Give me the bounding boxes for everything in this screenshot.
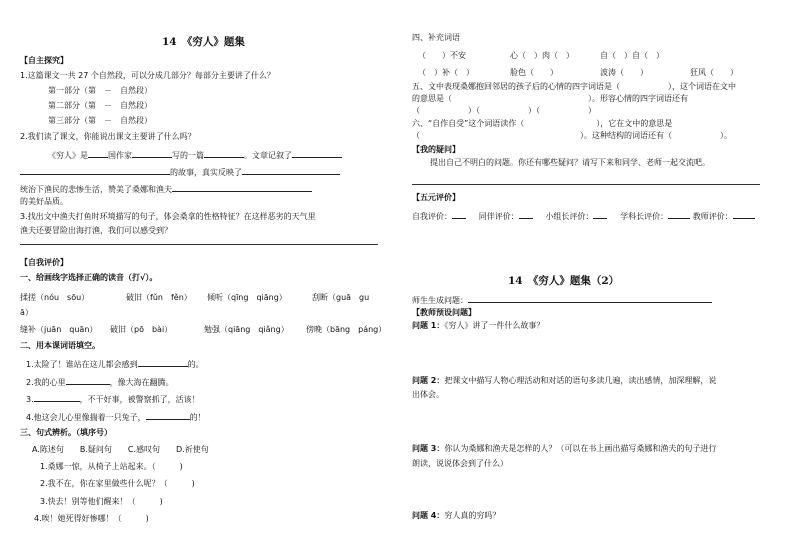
blank[interactable] xyxy=(66,376,110,385)
q2-line-3: 统治下渔民的悲惨生活，赞美了桑娜和渔夫 xyxy=(20,183,312,195)
section-5-line-2: 的意思是（ ）。形容心情的四字词语还有 xyxy=(412,94,688,103)
word-fill-1[interactable]: （ ）不安 xyxy=(418,51,466,60)
blank[interactable] xyxy=(138,358,188,367)
question-3-line-1: 3.找出文中渔夫打鱼时环境描写的句子，体会桑拿的性格特征？在这样恶劣的天气里 xyxy=(20,212,316,221)
word: 缝补 xyxy=(20,325,36,334)
blank[interactable] xyxy=(88,149,108,158)
teacher-question-4: 问题 4：穷人真的穷吗？ xyxy=(412,511,501,520)
word-fill-6[interactable]: 波涛（ ） xyxy=(600,68,648,77)
part-2-line: 第二部分（第 － 自然段） xyxy=(48,101,152,110)
word: 破旧 xyxy=(110,325,126,334)
teacher-question-3-cont: 朗读，说说体会到了什么） xyxy=(412,459,508,468)
blank[interactable] xyxy=(242,166,340,175)
pinyin-wrap: ā） xyxy=(20,308,33,317)
teacher-question-1: 问题 1：《穷人》讲了一件什么故事？ xyxy=(412,321,545,330)
pinyin-item xyxy=(204,325,289,335)
question-2: 2.我们读了课文，你能说出课文主要讲了什么吗？ xyxy=(20,132,196,141)
word: 破旧 xyxy=(126,293,142,302)
part-1-line: 第一部分（第 － 自然段） xyxy=(48,86,152,95)
word: 刮断 xyxy=(312,293,328,302)
answer-line[interactable] xyxy=(412,184,760,185)
section-6-line-2: （ ）。这种结构的词语还有（ ）。 xyxy=(412,131,732,140)
eval-blank[interactable] xyxy=(668,210,690,219)
eval-blank[interactable] xyxy=(733,210,755,219)
pinyin-options[interactable]: （pō bài） xyxy=(126,325,173,334)
word: 揉搓 xyxy=(20,293,36,302)
sentence-item-4: 4.唉！她死得好惨哪！（ ) xyxy=(34,514,149,523)
pinyin-item xyxy=(207,293,287,303)
blank[interactable] xyxy=(204,149,244,158)
blank[interactable] xyxy=(34,393,80,402)
blank[interactable] xyxy=(292,149,342,158)
generated-questions: 师生生成问题： xyxy=(412,294,712,306)
worksheet-title-2: 14 《穷人》题集（2） xyxy=(508,275,620,287)
blank[interactable] xyxy=(132,149,172,158)
pinyin-row-1 xyxy=(20,293,89,303)
section-my-questions: 【我的疑问】 xyxy=(412,145,460,154)
blank[interactable] xyxy=(146,411,190,420)
pinyin-item xyxy=(110,325,172,335)
word-fill-2[interactable]: 心（ ）肉（ ） xyxy=(510,51,574,60)
fill-item-1: 1.太险了！谁站在这儿都会感到 的。 xyxy=(26,360,204,369)
pinyin-options[interactable]: （guā gu xyxy=(328,293,370,302)
pinyin-options[interactable]: （nóu sōu） xyxy=(36,293,90,302)
section-5-line-3: （ ）（ ）（ ） xyxy=(412,106,596,115)
section-teacher-questions: 【教师预设问题】 xyxy=(412,308,476,317)
word-fill-3[interactable]: 自（ ）自（ ） xyxy=(600,51,664,60)
questions-prompt: 提出自己不明白的问题。你还有哪些疑问？请写下来和同学、老师一起交流吧。 xyxy=(430,158,710,167)
part-3-heading: 三、句式辨析。（填序号） xyxy=(20,428,112,437)
section-self-eval: 【自我评价】 xyxy=(20,258,68,267)
pinyin-options[interactable]: （qīng qiāng） xyxy=(223,293,287,302)
pinyin-options[interactable]: （bāng páng） xyxy=(322,325,387,334)
sentence-item-2: 2.我不在，你在家里做些什么呢？（ ) xyxy=(40,479,195,488)
fill-item-3: 3. ，不干好事，被警察抓了，活该！ xyxy=(26,395,200,404)
word-fill-5[interactable]: 脸色（ ） xyxy=(510,68,558,77)
sentence-item-1: 1.桑娜一惊，从椅子上站起来。（ ) xyxy=(40,462,183,471)
pinyin-item xyxy=(20,325,97,335)
q2-line-4: 的美好品质。 xyxy=(20,197,68,206)
teacher-question-2-cont: 出体会。 xyxy=(412,390,444,399)
question-1: 1.这篇课文一共 27 个自然段，可以分成几部分？每部分主要讲了什么？ xyxy=(20,71,275,80)
sentence-item-3: 3.快去！别等他们醒来！（ ) xyxy=(40,497,163,506)
pinyin-item xyxy=(126,293,192,303)
section-5-line-1: 五、文中表现桑娜抱回邻居的孩子后的心情的四字词语是（ ），这个词语在文中 xyxy=(412,82,736,91)
word: 倾听 xyxy=(207,293,223,302)
eval-row: 自我评价： 同伴评价： 小组长评价： 学科长评价： 教师评价： xyxy=(412,210,755,222)
eval-blank[interactable] xyxy=(519,210,533,219)
eval-blank[interactable] xyxy=(593,210,607,219)
question-3-line-2: 渔夫还要冒险出海打渔，我们可以感受到？ xyxy=(20,226,172,235)
blank[interactable] xyxy=(20,166,170,175)
section-five-eval: 【五元评价】 xyxy=(412,193,460,202)
section-4-heading: 四、补充词语 xyxy=(412,33,460,42)
blank[interactable] xyxy=(468,294,712,303)
pinyin-item xyxy=(312,293,369,303)
eval-blank[interactable] xyxy=(452,210,466,219)
word: 勉强 xyxy=(204,325,220,334)
teacher-question-2: 问题 2：把课文中描写人物心理活动和对话的语句多读几遍，读出感情，加深理解，说 xyxy=(412,376,717,385)
part-2-heading: 二、用本课词语填空。 xyxy=(20,341,100,350)
left-column xyxy=(14,0,387,560)
fill-item-4: 4.他这会儿心里像揣着一只兔子， 的！ xyxy=(26,413,206,422)
section-self-explore: 【自主探究】 xyxy=(20,56,68,65)
answer-line[interactable] xyxy=(20,244,378,245)
part-3-line: 第三部分（第 － 自然段） xyxy=(48,116,152,125)
teacher-question-3: 问题 3：你认为桑娜和渔夫是怎样的人？（可以在书上画出描写桑娜和渔夫的句子进行 xyxy=(412,444,717,453)
word-fill-7[interactable]: 狂风（ ） xyxy=(690,68,738,77)
pinyin-options[interactable]: （fǔn fěn） xyxy=(142,293,192,302)
sentence-options: A.陈述句 B.疑问句 C.感叹句 D.祈使句 xyxy=(32,445,209,454)
q2-line-1: 《穷人》是 国作家 写的一篇 。文章记叙了 xyxy=(48,149,342,161)
word-fill-4[interactable]: （ ）补（ ） xyxy=(418,68,474,77)
worksheet-title: 14 《穷人》题集 xyxy=(162,36,245,48)
right-column xyxy=(410,0,782,560)
pinyin-item xyxy=(306,325,386,335)
fill-item-2: 2.我的心里 ，像大海在翻腾。 xyxy=(26,378,174,387)
q2-line-2: 的故事，真实反映了 xyxy=(20,166,340,178)
pinyin-options[interactable]: （qiāng qiǎng） xyxy=(220,325,289,334)
part-1-heading: 一、给画线字选择正确的读音（打√）。 xyxy=(20,273,158,282)
word: 傍晚 xyxy=(306,325,322,334)
pinyin-options[interactable]: （juān quān） xyxy=(36,325,98,334)
section-6-line-1: 六、“自作自受”这个词语读作（ ），它在文中的意思是 xyxy=(412,119,673,128)
blank[interactable] xyxy=(172,183,312,192)
